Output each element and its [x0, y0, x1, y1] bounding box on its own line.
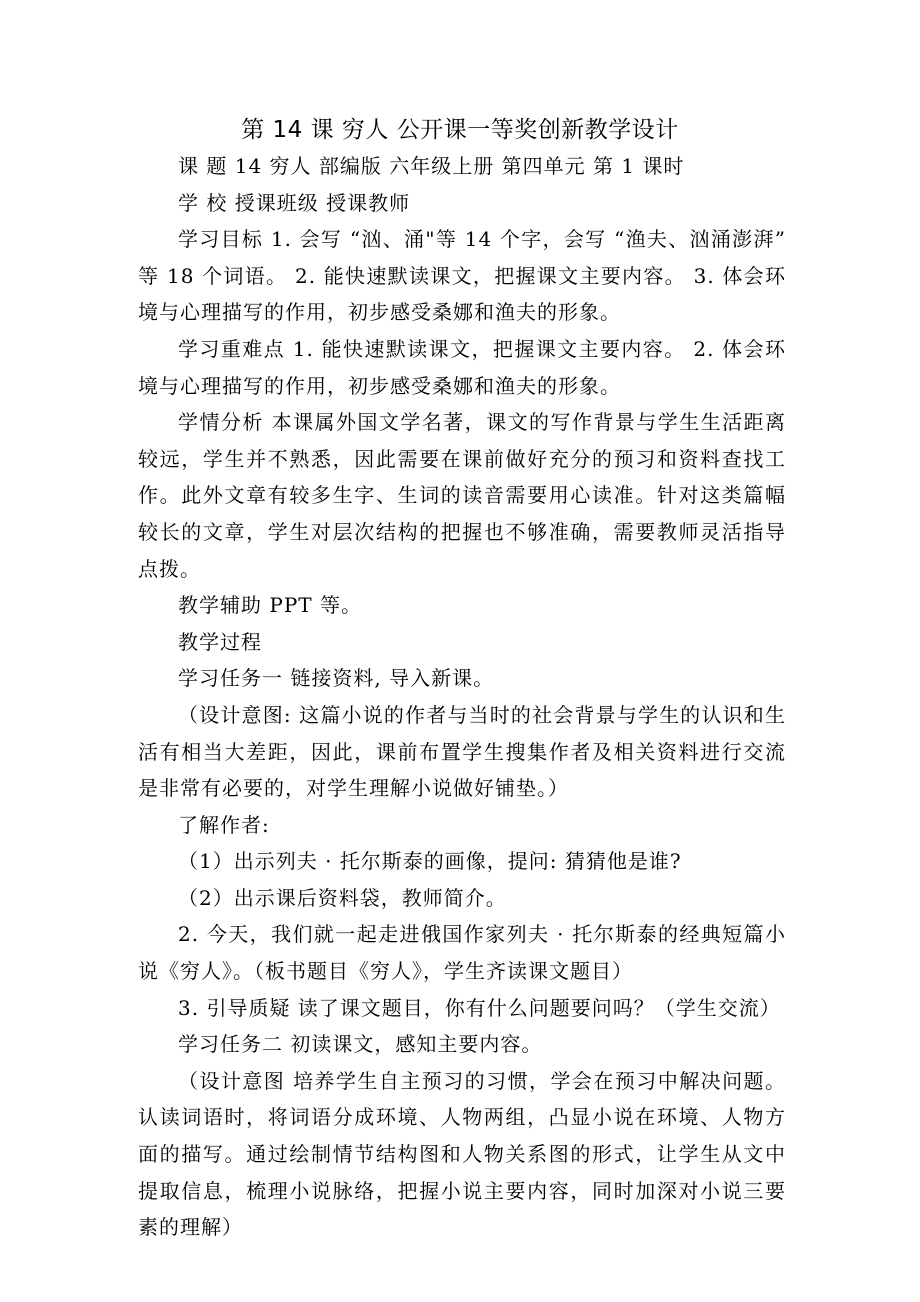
- task-two-heading: 学习任务二 初读课文，感知主要内容。: [178, 1032, 543, 1057]
- lesson-info-line: 课 题 14 穷人 部编版 六年级上册 第四单元 第 1 课时: [178, 154, 685, 178]
- teaching-aids-paragraph: 教学辅助 PPT 等。: [178, 593, 362, 618]
- introduce-story-paragraph: 2. 今天，我们就一起走进俄国作家列夫 · 托尔斯泰的经典短篇小说《穷人》。（板书题目《穷人》，学生齐读课文题目）: [138, 922, 786, 984]
- task-one-heading: 学习任务一 链接资料, 导入新课。: [178, 666, 495, 691]
- school-class-teacher-line: 学 校 授课班级 授课教师: [178, 190, 411, 215]
- step-1-line: （1）出示列夫 · 托尔斯泰的画像，提问: 猜猜他是谁?: [178, 849, 682, 874]
- page-title: 第 14 课 穷人 公开课一等奖创新教学设计: [241, 117, 679, 143]
- learning-objectives-paragraph: 学习目标 1. 会写 “汹、涌"等 14 个字，会写 “渔夫、汹涌澎湃” 等 18 个词语。 2. 能快速默读课文，把握课文主要内容。 3. 体会环境与心理描写的作用，初步感受桑娜和渔夫的形象。: [138, 227, 786, 325]
- key-difficulties-paragraph: 学习重难点 1. 能快速默读课文，把握课文主要内容。 2. 体会环境与心理描写的作用，初步感受桑娜和渔夫的形象。: [138, 336, 786, 398]
- learner-analysis-paragraph: 学情分析 本课属外国文学名著，课文的写作背景与学生生活距离较远，学生并不熟悉，因此需要在课前做好充分的预习和资料查找工作。此外文章有较多生字、生词的读音需要用心读准。针对这类篇幅较长的文章，学生对层次结构的把握也不够准确，需要教师灵活指导点拨。: [138, 410, 786, 581]
- step-2-line: （2）出示课后资料袋，教师简介。: [178, 885, 507, 910]
- document-body: [138, 148, 786, 1246]
- design-intent-one-paragraph: （设计意图: 这篇小说的作者与当时的社会背景与学生的认识和生活有相当大差距，因此，课前布置学生搜集作者及相关资料进行交流是非常有必要的，对学生理解小说做好铺垫。）: [138, 702, 786, 801]
- teaching-process-heading: 教学过程: [178, 629, 262, 654]
- guide-questions-line: 3. 引导质疑 读了课文题目，你有什么问题要问吗？（学生交流）: [178, 995, 781, 1020]
- know-author-line: 了解作者:: [178, 812, 270, 837]
- design-intent-two-paragraph: （设计意图 培养学生自主预习的习惯，学会在预习中解决问题。认读词语时，将词语分成环境、人物两组，凸显小说在环境、人物方面的描写。通过绘制情节结构图和人物关系图的形式，让学生从文中提取信息，梳理小说脉络，把握小说主要内容，同时加深对小说三要素的理解）: [138, 1068, 786, 1240]
